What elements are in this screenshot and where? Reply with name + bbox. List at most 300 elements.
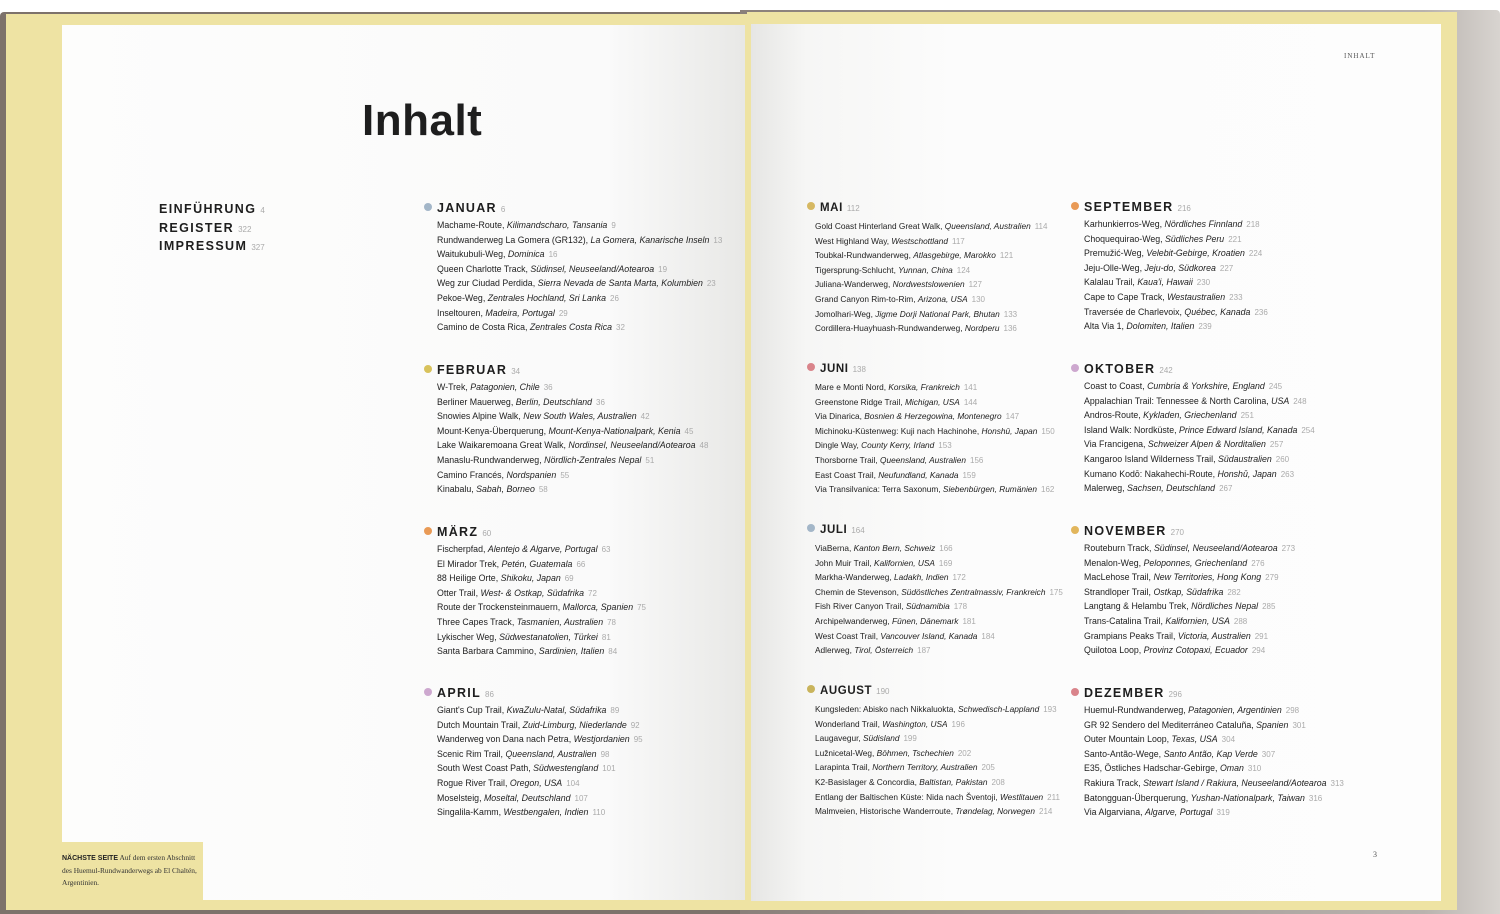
trail-region: USA — [1271, 395, 1290, 406]
month-page: 34 — [511, 367, 521, 376]
month-dot-icon — [424, 203, 432, 211]
trail-page: 42 — [640, 412, 650, 422]
trail-page: 150 — [1041, 426, 1055, 436]
trail-page: 136 — [1003, 324, 1017, 334]
trail-region: Dolomiten, Italien — [1126, 321, 1195, 332]
trail-region: Washington, USA — [882, 718, 948, 729]
front-matter-page: 327 — [251, 243, 265, 252]
trail-name: Greenstone Ridge Trail , — [815, 397, 905, 407]
trail-name: Jeju-Olle-Weg , — [1084, 263, 1144, 273]
toc-entry[interactable] — [424, 615, 754, 630]
toc-entry[interactable] — [424, 542, 754, 557]
trail-name: Mount-Kenya-Überquerung , — [437, 426, 549, 436]
trail-region: Nordinsel, Neuseeland/Aotearoa — [568, 440, 696, 451]
trail-name: Trans-Catalina Trail , — [1084, 616, 1165, 626]
toc-entry[interactable] — [1071, 718, 1401, 733]
trail-name: Premužić-Weg , — [1084, 248, 1146, 258]
toc-entry[interactable] — [1071, 305, 1401, 320]
toc-entry[interactable] — [1071, 467, 1401, 482]
toc-entry[interactable] — [1071, 805, 1401, 820]
trail-page: 254 — [1301, 425, 1315, 435]
trail-region: Yunnan, China — [898, 264, 953, 275]
trail-region: New Territories, Hong Kong — [1153, 572, 1262, 583]
month-page: 242 — [1159, 366, 1173, 375]
toc-entry[interactable] — [1071, 452, 1401, 467]
trail-region: Westaustralien — [1167, 291, 1226, 302]
trail-page: 107 — [574, 793, 588, 803]
trail-page: 251 — [1240, 411, 1254, 421]
month-page: 270 — [1170, 528, 1184, 537]
trail-page: 208 — [991, 777, 1005, 787]
toc-entry[interactable] — [1071, 246, 1401, 261]
toc-entry[interactable] — [424, 380, 754, 395]
trail-name: Weg zur Ciudad Perdida , — [437, 278, 538, 288]
trail-name: Huemul-Rundwanderweg , — [1084, 705, 1188, 715]
trail-name: Mare e Monti Nord , — [815, 382, 888, 392]
trail-region: Nordspanien — [506, 469, 557, 480]
trail-page: 282 — [1227, 587, 1241, 597]
trail-name: Kungsleden: Abisko nach Nikkaluokta , — [815, 704, 958, 714]
toc-entry[interactable] — [1071, 703, 1401, 718]
trail-name: Machame-Route , — [437, 220, 507, 230]
trail-name: Cape to Cape Track , — [1084, 292, 1167, 302]
trail-page: 218 — [1246, 220, 1260, 229]
month-page: 112 — [846, 204, 860, 213]
trail-page: 224 — [1248, 249, 1263, 259]
trail-region: Kalifornien, USA — [1165, 615, 1230, 626]
trail-name: Scenic Rim Trail , — [437, 749, 505, 759]
trail-page: 285 — [1262, 602, 1276, 612]
trail-region: Westlitauen — [999, 791, 1044, 802]
trail-name: Otter Trail , — [437, 588, 481, 598]
month-heading — [1071, 524, 1401, 541]
trail-name: Fischerpfad , — [437, 544, 488, 554]
toc-entry[interactable] — [424, 776, 754, 791]
month-heading — [424, 525, 754, 542]
trail-region: Südnamibia — [905, 601, 950, 612]
toc-entry[interactable] — [424, 630, 754, 645]
trail-name: Lykischer Weg , — [437, 632, 499, 642]
trail-region: County Kerry, Irland — [861, 440, 935, 451]
trail-name: Dutch Mountain Trail , — [437, 720, 523, 730]
trail-region: Westjordanien — [573, 734, 630, 745]
month-heading — [424, 201, 754, 218]
toc-entry[interactable] — [424, 718, 754, 733]
trail-page: 75 — [637, 603, 646, 613]
trail-name: E35, Östliches Hadschar-Gebirge , — [1084, 763, 1220, 773]
photo-caption — [62, 842, 203, 900]
month-name: OKTOBER — [1084, 362, 1156, 376]
trail-page: 45 — [684, 426, 694, 436]
month-heading — [1071, 362, 1401, 379]
toc-entry[interactable] — [424, 320, 754, 335]
month-section-dezember — [1071, 686, 1401, 820]
trail-name: Archipelwanderweg , — [815, 616, 892, 626]
toc-entry[interactable] — [424, 586, 754, 601]
trail-name: West Highland Way , — [815, 236, 891, 246]
trail-region: Westbengalen, Indien — [503, 807, 589, 818]
trail-page: 23 — [706, 279, 716, 289]
trail-region: Queensland, Australien — [505, 748, 597, 759]
toc-entry[interactable] — [424, 276, 754, 291]
toc-entry[interactable] — [424, 761, 754, 776]
toc-entry[interactable] — [1071, 747, 1401, 762]
trail-region: Westschottland — [891, 235, 948, 246]
trail-page: 214 — [1039, 807, 1053, 817]
trail-region: Provinz Cotopaxi, Ecuador — [1143, 645, 1248, 656]
trail-name: Entlang der Baltischen Küste: Nida nach Šventoji , — [815, 792, 1000, 802]
toc-entry[interactable] — [424, 791, 754, 806]
toc-entry[interactable] — [1071, 732, 1401, 747]
toc-entry[interactable] — [1071, 437, 1401, 452]
trail-page: 187 — [917, 646, 931, 656]
trail-name: Kangaroo Island Wilderness Trail , — [1084, 454, 1218, 464]
trail-page: 319 — [1216, 808, 1230, 818]
trail-page: 141 — [963, 383, 978, 392]
trail-name: Laugavegur , — [815, 733, 863, 743]
trail-page: 69 — [564, 574, 574, 584]
trail-name: Grampians Peaks Trail , — [1084, 631, 1178, 641]
trail-region: Mallorca, Spanien — [562, 602, 634, 613]
trail-name: Chemin de Stevenson , — [815, 587, 901, 597]
trail-page: 48 — [699, 441, 709, 451]
trail-name: Inseltouren , — [437, 308, 485, 318]
trail-page: 294 — [1251, 646, 1266, 656]
toc-entry[interactable] — [1071, 776, 1401, 791]
month-section-februar — [424, 363, 754, 497]
trail-page: 248 — [1293, 396, 1307, 406]
trail-name: Berliner Mauerweg , — [437, 397, 516, 407]
toc-entry[interactable] — [424, 218, 754, 233]
month-page: 296 — [1168, 690, 1182, 699]
toc-entry[interactable] — [1071, 629, 1401, 644]
trail-page: 101 — [602, 764, 616, 774]
toc-entry[interactable] — [1071, 275, 1401, 290]
trail-name: Via Dinarica , — [815, 411, 864, 421]
toc-entry[interactable] — [424, 703, 754, 718]
trail-region: Tasmanien, Australien — [516, 616, 604, 627]
month-section-märz — [424, 525, 754, 659]
toc-entry[interactable] — [1071, 541, 1401, 556]
month-name: JUNI — [820, 363, 849, 375]
trail-region: Northern Territory, Australien — [872, 762, 978, 773]
toc-entry[interactable] — [424, 600, 754, 615]
trail-name: Kalalau Trail , — [1084, 277, 1137, 287]
trail-region: Zuid-Limburg, Niederlande — [522, 719, 627, 730]
trail-name: John Muir Trail , — [815, 558, 874, 568]
month-heading — [1071, 686, 1401, 703]
trail-page: 92 — [630, 720, 640, 730]
trail-page: 233 — [1229, 292, 1243, 302]
toc-entry[interactable] — [1071, 232, 1401, 247]
trail-page: 110 — [592, 808, 606, 818]
front-matter-item — [159, 239, 265, 258]
trail-page: 205 — [981, 763, 995, 773]
trail-name: West Coast Trail , — [815, 631, 880, 641]
trail-region: New South Wales, Australien — [523, 411, 637, 422]
month-dot-icon — [1071, 526, 1079, 534]
trail-region: Südwestanatolien, Türkei — [499, 631, 598, 642]
trail-page: 144 — [963, 397, 978, 407]
trail-name: Island Walk: Nordküste , — [1084, 425, 1179, 435]
toc-entry[interactable] — [424, 262, 754, 277]
month-section-oktober — [1071, 362, 1401, 496]
caption-text: Auf dem ersten Abschnitt des Huemul-Rundwanderwegs ab El Chaltén, Argentinien. — [62, 853, 197, 887]
front-matter-item — [159, 202, 265, 221]
trail-name: Coast to Coast , — [1084, 381, 1147, 391]
month-name: JANUAR — [437, 201, 497, 215]
trail-page: 298 — [1285, 706, 1300, 715]
trail-region: Sierra Nevada de Santa Marta, Kolumbien — [537, 278, 703, 289]
trail-page: 26 — [610, 293, 619, 303]
trail-page: 89 — [610, 706, 620, 715]
trail-page: 304 — [1221, 735, 1236, 745]
trail-region: Oregon, USA — [509, 777, 563, 788]
toc-entry[interactable] — [1071, 643, 1401, 658]
toc-entry[interactable] — [424, 468, 754, 483]
front-matter-item — [159, 221, 265, 240]
toc-entry[interactable] — [424, 732, 754, 747]
toc-entry[interactable] — [1071, 394, 1401, 409]
trail-region: Prince Edward Island, Kanada — [1179, 424, 1298, 435]
trail-name: Appalachian Trail: Tennessee & North Carolina , — [1084, 396, 1271, 406]
trail-region: Yushan-Nationalpark, Taiwan — [1190, 792, 1305, 803]
trail-page: 196 — [951, 719, 965, 729]
front-matter-page: 4 — [260, 206, 265, 215]
trail-name: Larapinta Trail , — [815, 762, 872, 772]
trail-name: Snowies Alpine Walk , — [437, 411, 523, 421]
trail-page: 55 — [560, 470, 570, 480]
trail-page: 279 — [1265, 573, 1279, 583]
month-dot-icon — [424, 365, 432, 373]
trail-page: 114 — [1034, 222, 1048, 231]
trail-name: Malmveien, Historische Wanderroute , — [815, 806, 955, 816]
trail-page: 19 — [658, 264, 668, 274]
trail-region: Nordwestslowenien — [892, 279, 965, 290]
toc-entry[interactable] — [424, 453, 754, 468]
trail-region: KwaZulu-Natal, Südafrika — [506, 705, 607, 715]
toc-entry[interactable] — [1071, 481, 1401, 496]
trail-page: 184 — [981, 631, 995, 641]
toc-entry[interactable] — [1071, 290, 1401, 305]
trail-region: Michigan, USA — [904, 396, 960, 407]
toc-entry[interactable] — [1071, 379, 1401, 394]
toc-entry[interactable] — [1071, 408, 1401, 423]
month-name: AUGUST — [820, 685, 873, 697]
trail-page: 166 — [939, 544, 953, 553]
trail-name: Camino Francés , — [437, 470, 506, 480]
trail-page: 32 — [616, 323, 625, 333]
trail-name: Via Algarviana , — [1084, 807, 1145, 817]
trail-region: Fünen, Dänemark — [892, 615, 959, 626]
trail-name: Tigersprung-Schlucht , — [815, 265, 898, 275]
trail-page: 147 — [1005, 412, 1020, 422]
caption-label: NÄCHSTE SEITE — [62, 855, 119, 862]
trail-name: Karhunkierros-Weg , — [1084, 219, 1165, 229]
trail-region: Madeira, Portugal — [485, 307, 555, 318]
toc-entry[interactable] — [424, 482, 754, 497]
toc-entry[interactable] — [1071, 585, 1401, 600]
trail-page: 236 — [1254, 307, 1268, 317]
trail-page: 127 — [968, 280, 982, 290]
toc-entry[interactable] — [1071, 570, 1401, 585]
trail-name: Outer Mountain Loop , — [1084, 734, 1172, 744]
toc-entry[interactable] — [424, 644, 754, 659]
trail-region: Nördlich-Zentrales Nepal — [544, 454, 642, 465]
trail-page: 245 — [1268, 382, 1283, 391]
trail-name: El Mirador Trek , — [437, 559, 502, 569]
trail-name: Jomolhari-Weg , — [815, 309, 875, 319]
trail-region: Santo Antão, Kap Verde — [1163, 748, 1258, 759]
trail-name: GR 92 Sendero del Mediterráneo Cataluña , — [1084, 720, 1256, 730]
trail-region: Bosnien & Herzegowina, Montenegro — [864, 411, 1002, 422]
toc-entry[interactable] — [424, 557, 754, 572]
trail-page: 310 — [1247, 764, 1262, 774]
trail-region: Arizona, USA — [917, 293, 968, 304]
trail-region: Kilimandscharo, Tansania — [506, 220, 608, 230]
month-name: FEBRUAR — [437, 363, 508, 377]
trail-region: Sardinien, Italien — [538, 646, 605, 657]
trail-region: Honshū, Japan — [1217, 468, 1277, 479]
trail-name: Pekoe-Weg , — [437, 293, 488, 303]
toc-entry[interactable] — [424, 424, 754, 439]
month-dot-icon — [807, 524, 815, 532]
trail-region: Nordperu — [964, 323, 1000, 334]
toc-entry[interactable] — [424, 233, 754, 248]
trail-name: W-Trek , — [437, 382, 470, 392]
toc-entry[interactable] — [424, 291, 754, 306]
toc-entry[interactable] — [424, 805, 754, 820]
trail-name: Rundwanderweg La Gomera (GR132) , — [437, 235, 591, 245]
trail-page: 181 — [962, 616, 976, 626]
trail-page: 36 — [596, 397, 605, 407]
trail-name: Dingle Way , — [815, 440, 861, 450]
trail-region: Baltistan, Pakistan — [919, 776, 988, 787]
trail-page: 307 — [1261, 749, 1276, 759]
trail-name: Via Francigena , — [1084, 439, 1148, 449]
trail-name: Rakiura Track , — [1084, 778, 1143, 788]
trail-page: 133 — [1003, 309, 1018, 319]
trail-region: Oman — [1219, 763, 1244, 774]
toc-entry[interactable] — [1071, 614, 1401, 629]
month-section-januar — [424, 201, 754, 335]
trail-name: Giant's Cup Trail , — [437, 705, 507, 715]
trail-page: 29 — [558, 308, 568, 318]
toc-entry[interactable] — [1071, 599, 1401, 614]
trail-name: MacLehose Trail , — [1084, 572, 1153, 582]
trail-page: 84 — [608, 647, 618, 657]
trail-region: Südisland — [863, 733, 900, 744]
trail-page: 291 — [1254, 631, 1269, 641]
toc-entry[interactable] — [424, 409, 754, 424]
trail-region: Jeju-do, Südkorea — [1144, 262, 1216, 273]
toc-entry[interactable] — [1071, 556, 1401, 571]
month-name: APRIL — [437, 686, 481, 700]
toc-entry[interactable] — [1071, 217, 1401, 232]
trail-region: Südöstliches Zentralmassiv, Frankreich — [901, 586, 1046, 597]
trail-region: Honshū, Japan — [981, 425, 1038, 436]
month-dot-icon — [807, 202, 815, 210]
trail-region: Spanien — [1256, 719, 1289, 730]
toc-entry[interactable] — [424, 571, 754, 586]
toc-entry[interactable] — [1071, 319, 1401, 334]
trail-region: Vancouver Island, Kanada — [880, 630, 978, 641]
month-page: 86 — [485, 690, 494, 699]
trail-name: Langtang & Helambu Trek , — [1084, 601, 1191, 611]
trail-region: Cumbria & Yorkshire, England — [1147, 381, 1265, 391]
toc-entry[interactable] — [424, 747, 754, 762]
trail-name: Alta Via 1 , — [1084, 321, 1126, 331]
trail-region: Siebenbürgen, Rumänien — [942, 484, 1038, 495]
toc-entry[interactable] — [1071, 791, 1401, 806]
toc-entry[interactable] — [1071, 761, 1401, 776]
trail-page: 199 — [903, 734, 917, 744]
trail-region: Patagonien, Argentinien — [1188, 705, 1282, 715]
trail-region: Berlin, Deutschland — [515, 396, 593, 407]
month-page: 164 — [851, 526, 865, 535]
trail-page: 257 — [1269, 440, 1284, 450]
trail-page: 63 — [601, 545, 611, 554]
trail-name: Routeburn Track , — [1084, 543, 1154, 553]
trail-page: 66 — [576, 559, 586, 569]
trail-page: 72 — [588, 588, 597, 598]
trail-page: 78 — [607, 617, 616, 627]
month-dot-icon — [424, 527, 432, 535]
toc-entry[interactable] — [1071, 423, 1401, 438]
trail-page: 301 — [1292, 720, 1306, 730]
trail-page: 98 — [600, 749, 610, 759]
trail-region: Ladakh, Indien — [894, 572, 949, 583]
trail-page: 288 — [1233, 616, 1248, 626]
trail-name: Moselsteig , — [437, 793, 484, 803]
trail-name: Quilotoa Loop , — [1084, 645, 1144, 655]
trail-page: 153 — [938, 441, 952, 451]
toc-entry[interactable] — [424, 395, 754, 410]
trail-name: South West Coast Path , — [437, 763, 533, 773]
month-page: 60 — [482, 529, 492, 538]
trail-region: Alentejo & Algarve, Portugal — [487, 544, 598, 554]
trail-page: 36 — [543, 383, 553, 392]
month-name: JULI — [820, 524, 848, 536]
trail-page: 273 — [1281, 544, 1296, 553]
trail-region: Peloponnes, Griechenland — [1143, 557, 1248, 568]
trail-name: K2-Basislager & Concordia , — [815, 777, 919, 787]
trail-region: Moseltal, Deutschland — [483, 792, 571, 803]
trail-page: 104 — [566, 778, 580, 788]
trail-region: Sabah, Borneo — [476, 484, 535, 495]
trail-name: Grand Canyon Rim-to-Rim , — [815, 294, 918, 304]
trail-name: Juliana-Wanderweg , — [815, 279, 893, 289]
trail-page: 260 — [1275, 454, 1290, 464]
trail-region: Sachsen, Deutschland — [1127, 483, 1216, 494]
trail-page: 313 — [1330, 778, 1344, 788]
toc-entry[interactable] — [1071, 261, 1401, 276]
trail-region: Queensland, Australien — [880, 454, 966, 465]
toc-entry[interactable] — [424, 438, 754, 453]
trail-page: 9 — [611, 221, 616, 230]
trail-name: Kinabalu , — [437, 484, 476, 494]
trail-name: Strandloper Trail , — [1084, 587, 1153, 597]
toc-entry[interactable] — [424, 306, 754, 321]
trail-page: 124 — [956, 265, 971, 275]
trail-name: Route der Trockensteinmauern , — [437, 602, 563, 612]
trail-name: Choquequirao-Weg , — [1084, 234, 1165, 244]
trail-region: Südliches Peru — [1165, 233, 1225, 244]
trail-region: Petén, Guatemala — [501, 558, 573, 569]
trail-name: Kumano Kodō: Nakahechi-Route , — [1084, 469, 1218, 479]
toc-entry[interactable] — [424, 247, 754, 262]
trail-region: Victoria, Australien — [1177, 630, 1251, 641]
